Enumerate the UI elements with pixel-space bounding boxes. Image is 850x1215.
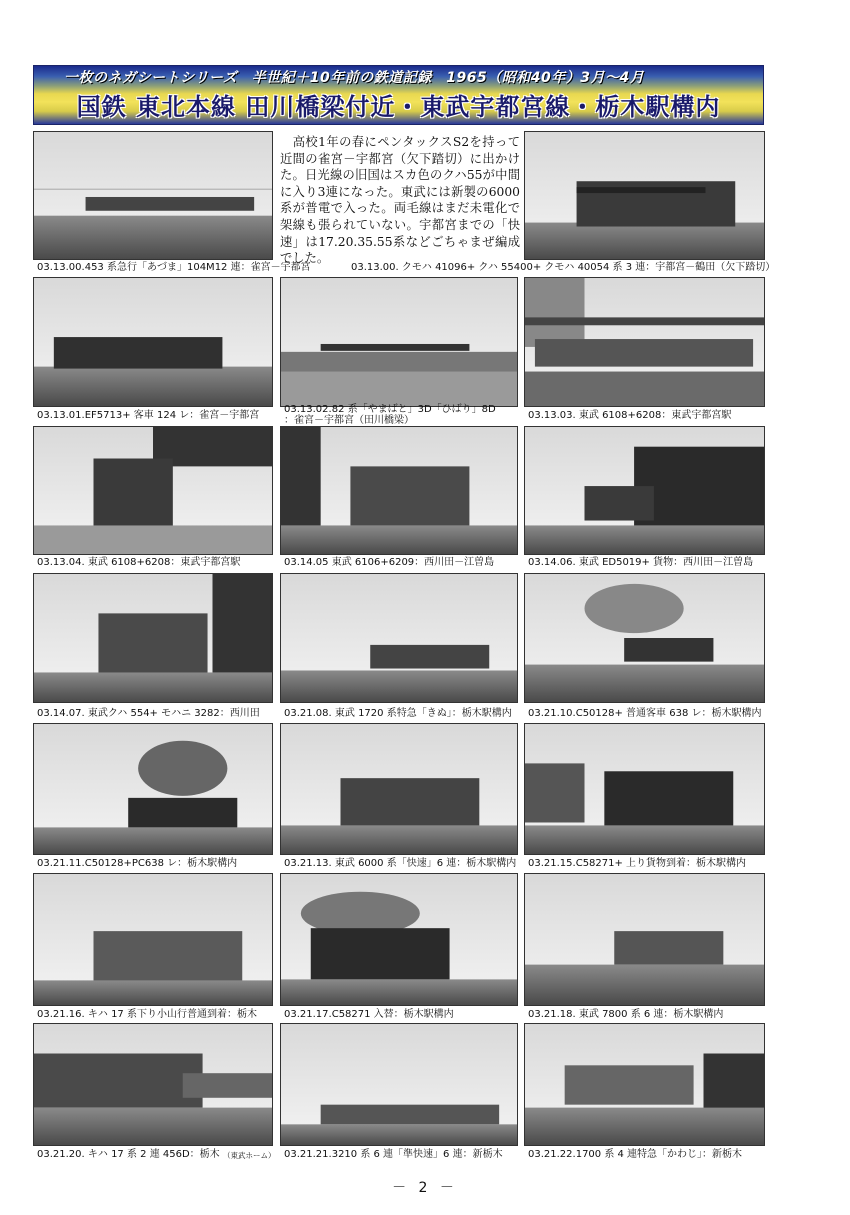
caption: 03.14.07. 東武クハ 554+ モハニ 3282：西川田	[37, 708, 260, 719]
caption: 03.13.03. 東武 6108+6208：東武宇都宮駅	[528, 410, 732, 421]
photo-tobu-kuha554	[33, 573, 273, 703]
caption-note: （東武ホーム）	[223, 1151, 276, 1160]
intro-text: 高校1年の春にペンタックスS2を持って近間の雀宮－宇都宮（欠下踏切）に出かけた。日光線の旧国はスカ色のクハ55が中間に入り3連になった。東武には新製の6000系が普電で入った。両毛線はまだ未電化で架線も張られていない。宇都宮までの「快速」は17.20.35.55系などごちゃまぜ編成でした。	[280, 135, 520, 266]
photo-c58271-freight	[524, 723, 765, 855]
photo-tobu-6000-rapid	[280, 723, 518, 855]
caption: 03.21.18. 東武 7800 系 6 連：栃木駅構内	[528, 1009, 724, 1020]
photo-tobu-utsunomiya-station-2	[33, 426, 273, 555]
caption: 03.21.17.C58271 入替：栃木駅構内	[284, 1009, 454, 1020]
caption: 03.14.06. 東武 ED5019+ 貨物：西川田－江曽島	[528, 557, 754, 568]
caption: 03.13.02.82 系「やまばと」3D「ひばり」8D	[284, 404, 496, 415]
photo-1700-kawaji	[524, 1023, 765, 1146]
photo-kiha17-oyama	[33, 873, 273, 1006]
photo-c58271-shunting	[280, 873, 518, 1006]
photo-tobu-ed5019	[524, 426, 765, 555]
caption: 03.21.16. キハ 17 系下り小山行普通到着：栃木	[37, 1009, 257, 1020]
caption: 03.21.21.3210 系 6 連「準快速」6 連：新栃木	[284, 1149, 503, 1160]
series-title: 一枚のネガシートシリーズ 半世紀＋10年前の鉄道記録 1965（昭和40年）3月～4月	[64, 70, 645, 86]
caption: 03.21.08. 東武 1720 系特急「きぬ」：栃木駅構内	[284, 708, 512, 719]
photo-tobu-1720-kinu	[280, 573, 518, 703]
photo-tobu-6106	[280, 426, 518, 555]
caption: 03.21.13. 東武 6000 系「快速」6 連：栃木駅構内	[284, 858, 517, 869]
header-banner	[33, 65, 764, 125]
caption: 03.14.05 東武 6106+6209：西川田－江曽島	[284, 557, 495, 568]
photo-azuma-express	[33, 131, 273, 260]
page-number: － 2 －	[392, 1180, 458, 1196]
caption: 03.13.04. 東武 6108+6208：東武宇都宮駅	[37, 557, 241, 568]
photo-kumoha-3car	[524, 131, 765, 260]
caption: 03.21.11.C50128+PC638 レ：栃木駅構内	[37, 858, 238, 869]
photo-tobu-7800	[524, 873, 765, 1006]
photo-ef57	[33, 277, 273, 407]
caption: 03.21.20. キハ 17 系 2 連 456D：栃木	[37, 1149, 220, 1160]
photo-tagawa-bridge	[280, 277, 518, 407]
caption: 03.21.22.1700 系 4 連特急「かわじ」：新栃木	[528, 1149, 743, 1160]
caption: 03.21.10.C50128+ 普通客車 638 レ：栃木駅構内	[528, 708, 762, 719]
caption: 03.13.01.EF5713+ 客車 124 レ：雀宮－宇都宮	[37, 410, 260, 421]
caption: 03.13.00. クモハ 41096+ クハ 55400+ クモハ 40054 系 3 連：宇都宮－鶴田（欠下踏切）	[351, 262, 776, 273]
photo-c50128-pc638	[33, 723, 273, 855]
caption: ：雀宮－宇都宮（田川橋梁）	[284, 415, 414, 426]
caption: 03.13.00.453 系急行「あづま」104M12 連：雀宮－宇都宮	[37, 262, 311, 273]
caption: 03.21.15.C58271+ 上り貨物到着：栃木駅構内	[528, 858, 747, 869]
photo-3210-semi-rapid	[280, 1023, 518, 1146]
photo-kiha17-456d	[33, 1023, 273, 1146]
photo-c50128-pc	[524, 573, 765, 703]
photo-tobu-utsunomiya-station-1	[524, 277, 765, 407]
page-title: 国鉄 東北本線 田川橋梁付近・東武宇都宮線・栃木駅構内	[76, 93, 721, 121]
